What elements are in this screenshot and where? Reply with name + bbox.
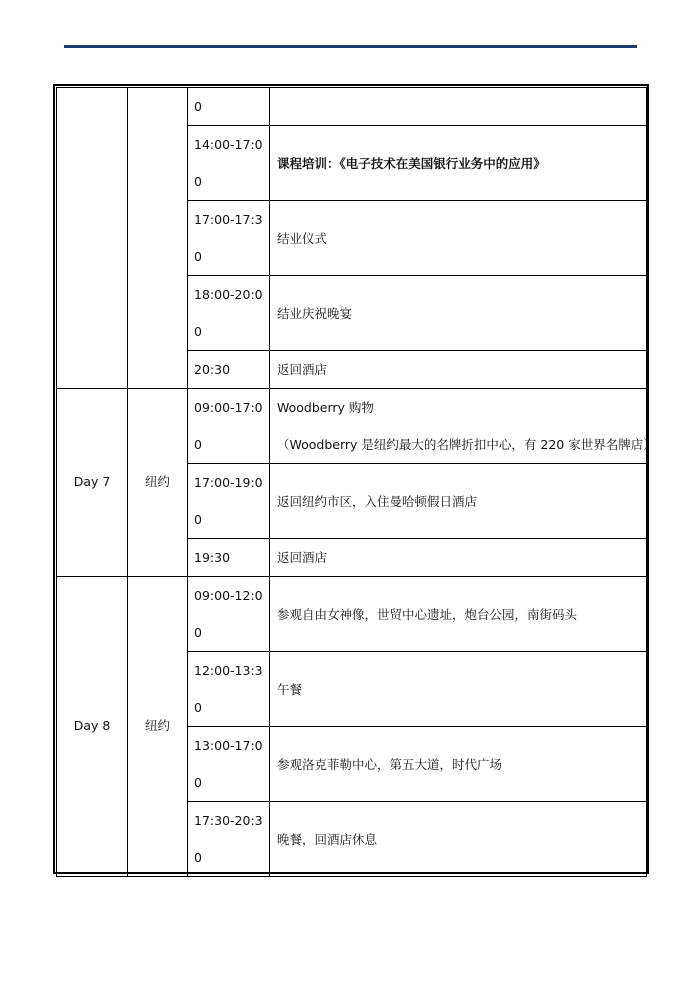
time-line: 12:00-13:3: [194, 663, 263, 678]
time-line: 09:00-17:0: [194, 400, 263, 415]
time-line: 0: [194, 775, 202, 790]
time-cell: [188, 88, 270, 126]
header-rule: [64, 45, 637, 48]
time-line: 17:30-20:3: [194, 813, 263, 828]
activity-cell: [270, 802, 647, 877]
city-label: 纽约: [144, 474, 170, 490]
day-cell: [57, 389, 128, 577]
activity-line: 晚餐，回酒店休息: [277, 831, 378, 847]
activity-line: 返回酒店: [277, 550, 328, 565]
activity-cell: [270, 539, 647, 577]
activity-line: Woodberry 购物: [277, 400, 374, 415]
activity-cell: [270, 389, 656, 464]
day-label: Day 8: [73, 718, 111, 734]
day-cell: [57, 577, 128, 877]
activity-cell: [270, 201, 647, 276]
time-cell: [188, 126, 270, 201]
time-cell: [188, 351, 270, 389]
table-row: [57, 389, 647, 464]
activity-line: 参观洛克菲勒中心，第五大道，时代广场: [277, 756, 503, 772]
time-line: 19:30: [194, 550, 231, 565]
activity-line: 结业庆祝晚宴: [277, 305, 353, 321]
time-cell: [188, 201, 270, 276]
time-line: 0: [194, 512, 202, 527]
time-line: 13:00-17:0: [194, 738, 263, 753]
city-cell: [128, 577, 188, 877]
time-line: 0: [194, 700, 202, 715]
time-cell: [188, 464, 270, 539]
activity-cell: [270, 464, 647, 539]
activity-cell: [270, 276, 647, 351]
city-cell: [128, 389, 188, 577]
city-label: 纽约: [144, 718, 170, 734]
time-line: 17:00-19:0: [194, 475, 263, 490]
table-row: [57, 88, 647, 126]
city-cell: [128, 88, 188, 389]
activity-line: 参观自由女神像，世贸中心遗址，炮台公园，南街码头: [277, 606, 578, 622]
activity-cell: [270, 652, 647, 727]
activity-cell: [270, 577, 647, 652]
itinerary-table: [56, 87, 656, 877]
time-line: 0: [194, 249, 202, 264]
activity-cell: [270, 88, 647, 126]
time-cell: [188, 652, 270, 727]
activity-line: 课程培训：《电子技术在美国银行业务中的应用》: [277, 155, 546, 171]
time-line: 18:00-20:0: [194, 287, 263, 302]
time-line: 0: [194, 625, 202, 640]
activity-line: 结业仪式: [277, 230, 328, 246]
activity-cell: [270, 126, 647, 201]
day-label: Day 7: [73, 474, 111, 490]
table-row: [57, 577, 647, 652]
time-line: 0: [194, 174, 202, 189]
day-cell: [57, 88, 128, 389]
time-line: 17:00-17:3: [194, 212, 263, 227]
time-cell: [188, 802, 270, 877]
time-cell: [188, 727, 270, 802]
time-line: 0: [194, 437, 202, 452]
time-cell: [188, 389, 270, 464]
activity-cell: [270, 727, 647, 802]
time-line: 0: [194, 324, 202, 339]
activity-cell: [270, 351, 647, 389]
activity-line: 返回纽约市区，入住曼哈顿假日酒店: [277, 493, 478, 509]
activity-line: 午餐: [277, 681, 303, 697]
activity-line: （Woodberry 是纽约最大的名牌折扣中心，有 220 家世界名牌店）: [277, 437, 656, 452]
time-line: 20:30: [194, 362, 231, 377]
time-line: 0: [194, 99, 202, 114]
time-line: 14:00-17:0: [194, 137, 263, 152]
time-cell: [188, 539, 270, 577]
activity-line: 返回酒店: [277, 362, 328, 377]
time-line: 0: [194, 850, 202, 865]
time-line: 09:00-12:0: [194, 588, 263, 603]
time-cell: [188, 276, 270, 351]
time-cell: [188, 577, 270, 652]
